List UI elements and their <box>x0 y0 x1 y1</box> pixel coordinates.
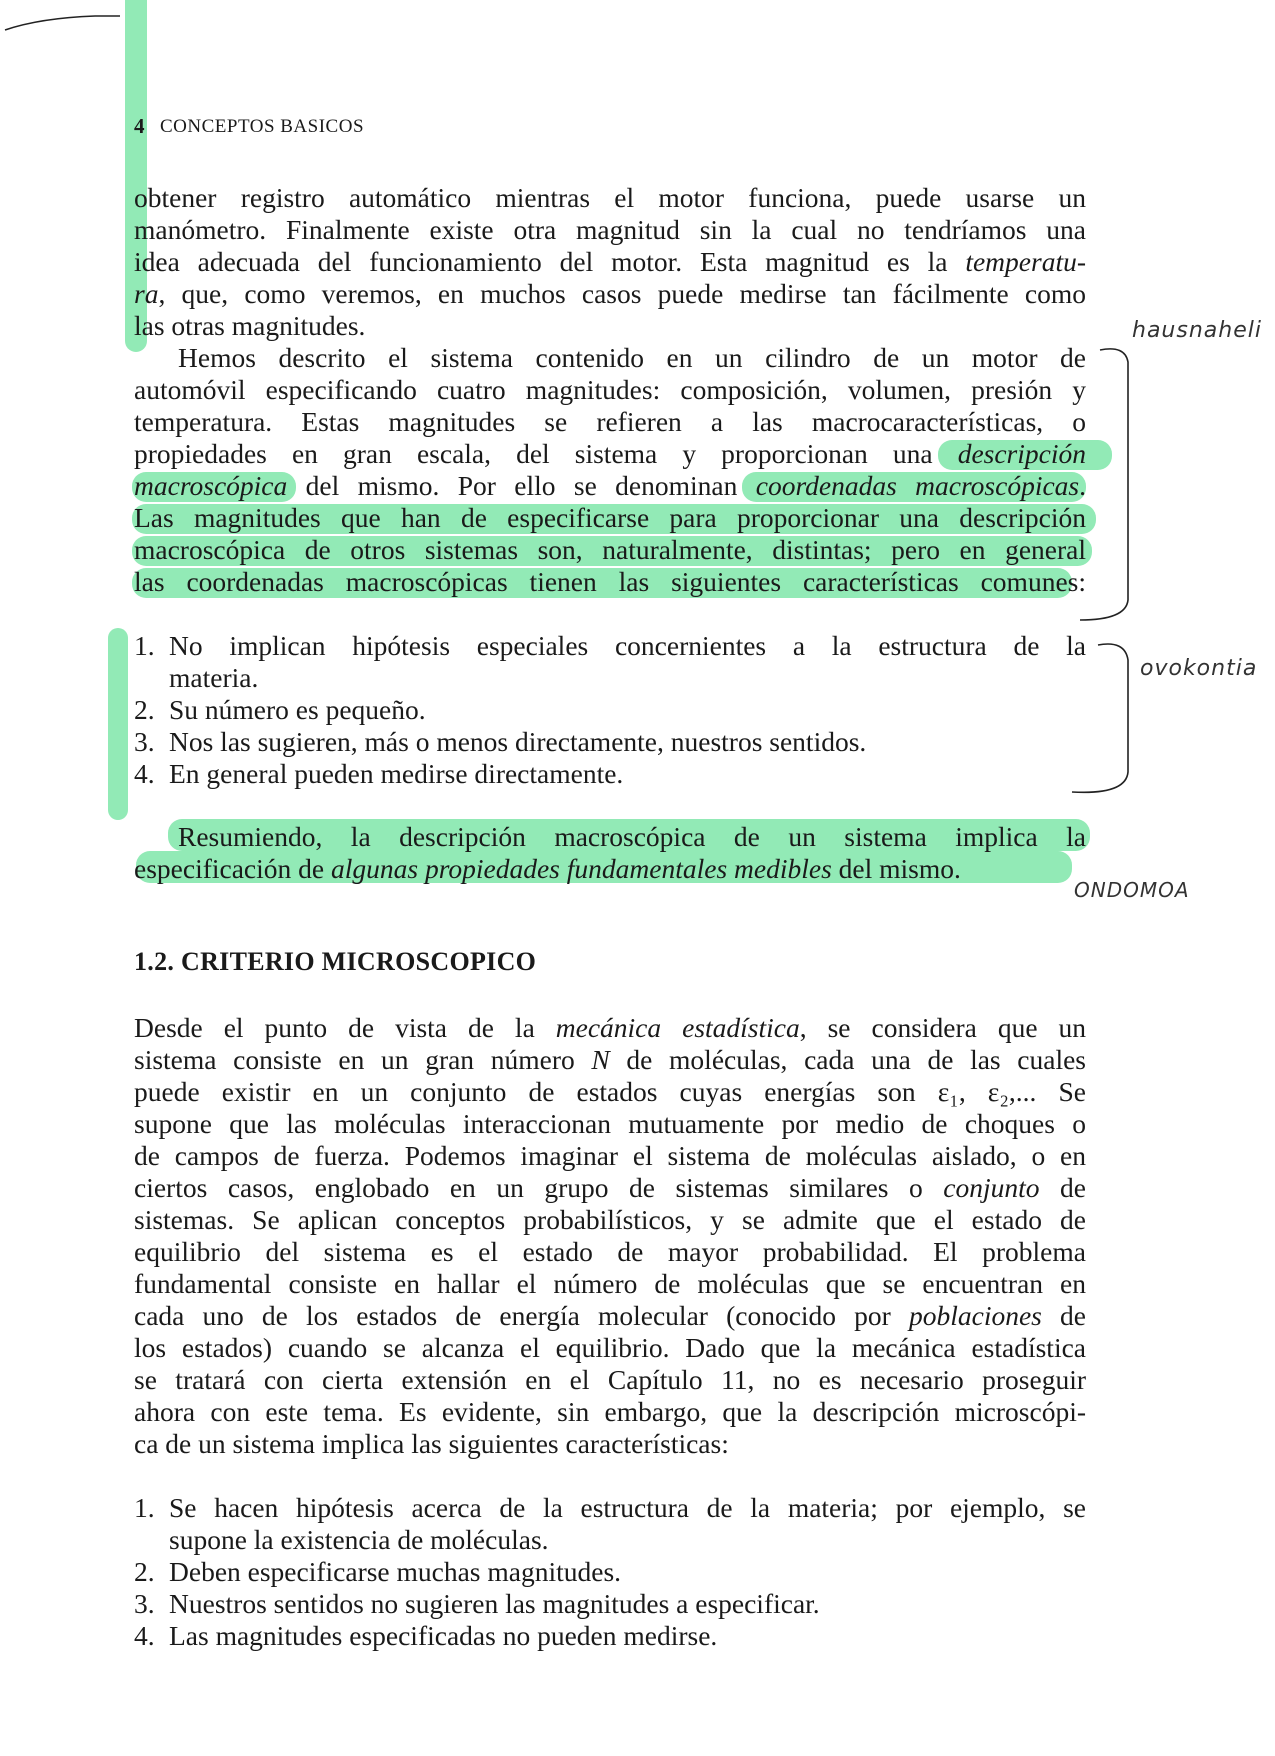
micro-line: de campos de fuerza. Podemos imaginar el sistema de moléculas aislado, o en <box>134 1140 1086 1171</box>
para-line: Las magnitudes que han de especificarse para proporcionar una descripción <box>134 502 1086 533</box>
micro-line: fundamental consiste en hallar el número de moléculas que se encuentran en <box>134 1268 1086 1299</box>
list-item: Nuestros sentidos no sugieren las magnitudes a especificar. <box>169 1588 820 1619</box>
intro-line <box>134 246 1086 278</box>
intro-line <box>134 278 1086 310</box>
para-text: propiedades en gran escala, del sistema y proporcionan una <box>134 438 958 469</box>
italic-term: coordenadas macroscópicas <box>755 470 1080 501</box>
summary-text: del mismo. <box>831 853 961 884</box>
intro-text: idea adecuada del funcionamiento del motor. Esta magnitud es la <box>134 246 966 277</box>
micro-text: cada uno de los estados de energía molecular (conocido por <box>134 1300 909 1331</box>
micro-text: ciertos casos, englobado en un grupo de sistemas similares o <box>134 1172 944 1203</box>
micro-line: puede existir en un conjunto de estados cuyas energías son ε₁, ε₂,... Se <box>134 1076 1086 1107</box>
running-title: CONCEPTOS BASICOS <box>160 116 365 137</box>
list-item-cont: materia. <box>169 662 259 693</box>
para-text: . <box>1079 470 1086 501</box>
micro-text: sistema consiste en un gran número <box>134 1044 592 1075</box>
list-item: Las magnitudes especificadas no pueden medirse. <box>169 1620 718 1651</box>
list-item: Deben especificarse muchas magnitudes. <box>169 1556 622 1587</box>
micro-text: Desde el punto de vista de la <box>134 1012 556 1043</box>
list-number: 4. <box>134 1620 155 1651</box>
italic-term: macroscópica <box>134 470 288 501</box>
micro-line: equilibrio del sistema es el estado de mayor probabilidad. El problema <box>134 1236 1086 1267</box>
list-item: No implican hipótesis especiales concernientes a la estructura de la <box>169 630 1086 661</box>
para-line: Hemos descrito el sistema contenido en un cilindro de un motor de <box>178 342 1086 373</box>
para-line: macroscópica de otros sistemas son, naturalmente, distintas; pero en general <box>134 534 1086 565</box>
micro-line: sistemas. Se aplican conceptos probabilísticos, y se admite que el estado de <box>134 1204 1086 1235</box>
italic-term: ra <box>134 278 159 309</box>
list-number: 3. <box>134 726 155 757</box>
list-number: 1. <box>134 1492 155 1523</box>
margin-note: ovokontia <box>1140 656 1258 681</box>
micro-line: los estados) cuando se alcanza el equilibrio. Dado que la mecánica estadística <box>134 1332 1086 1363</box>
page-number: 4 <box>134 114 145 138</box>
para-line: las coordenadas macroscópicas tienen las siguientes características comunes: <box>134 566 1086 597</box>
micro-line: ca de un sistema implica las siguientes características: <box>134 1428 729 1459</box>
italic-term: mecánica estadística <box>555 1012 800 1043</box>
list-item: Su número es pequeño. <box>169 694 426 725</box>
micro-line <box>134 1172 1086 1204</box>
bracket-two <box>1072 644 1128 792</box>
micro-text: de <box>1041 1300 1086 1331</box>
micro-text: de <box>1039 1172 1086 1203</box>
italic-term: conjunto <box>943 1172 1040 1203</box>
intro-line: obtener registro automático mientras el motor funciona, puede usarse un <box>134 182 1086 213</box>
micro-line: ahora con este tema. Es evidente, sin embargo, que la descripción microscópi- <box>134 1396 1086 1427</box>
list-number: 1. <box>134 630 155 661</box>
micro-text: de moléculas, cada una de las cuales <box>609 1044 1087 1075</box>
list-number: 2. <box>134 694 155 725</box>
micro-line: se tratará con cierta extensión en el Capítulo 11, no es necesario proseguir <box>134 1364 1086 1395</box>
bracket-one <box>1080 349 1128 620</box>
para-line: temperatura. Estas magnitudes se refieren a las macrocaracterísticas, o <box>134 406 1086 437</box>
micro-line <box>134 1300 1086 1332</box>
intro-line: las otras magnitudes. <box>134 310 366 341</box>
scan-mark-top <box>5 16 120 30</box>
para-text: del mismo. Por ello se denominan <box>287 470 756 501</box>
margin-note: ONDOMOA <box>1074 878 1190 902</box>
micro-line <box>134 1044 1086 1076</box>
intro-line: manómetro. Finalmente existe otra magnitud sin la cual no tendríamos una <box>134 214 1086 245</box>
italic-term: poblaciones <box>908 1300 1042 1331</box>
list-item: En general pueden medirse directamente. <box>169 758 624 789</box>
list-number: 4. <box>134 758 155 789</box>
summary-line: Resumiendo, la descripción macroscópica de un sistema implica la <box>178 821 1086 852</box>
list-item: Se hacen hipótesis acerca de la estructura de la materia; por ejemplo, se <box>169 1492 1086 1523</box>
micro-line <box>134 1012 1086 1044</box>
italic-term: N <box>591 1044 610 1075</box>
italic-term: temperatu- <box>965 246 1086 277</box>
margin-note: hausnaheli <box>1132 318 1262 343</box>
italic-term: algunas propiedades fundamentales medibles <box>330 853 832 884</box>
list-number: 3. <box>134 1588 155 1619</box>
para-line: automóvil especificando cuatro magnitudes: composición, volumen, presión y <box>134 374 1086 405</box>
intro-text: , que, como veremos, en muchos casos puede medirse tan fácilmente como <box>158 278 1086 309</box>
list-item: Nos las sugieren, más o menos directamente, nuestros sentidos. <box>169 726 867 757</box>
list-item-cont: supone la existencia de moléculas. <box>169 1524 549 1555</box>
summary-line <box>134 853 1086 885</box>
list-number: 2. <box>134 1556 155 1587</box>
section-title: 1.2. CRITERIO MICROSCOPICO <box>134 947 537 976</box>
italic-term: descripción <box>957 438 1086 469</box>
para-line <box>134 438 1086 470</box>
micro-line: supone que las moléculas interaccionan mutuamente por medio de choques o <box>134 1108 1086 1139</box>
summary-text: especificación de <box>134 853 331 884</box>
micro-text: , se considera que un <box>799 1012 1087 1043</box>
para-line <box>134 470 1086 502</box>
